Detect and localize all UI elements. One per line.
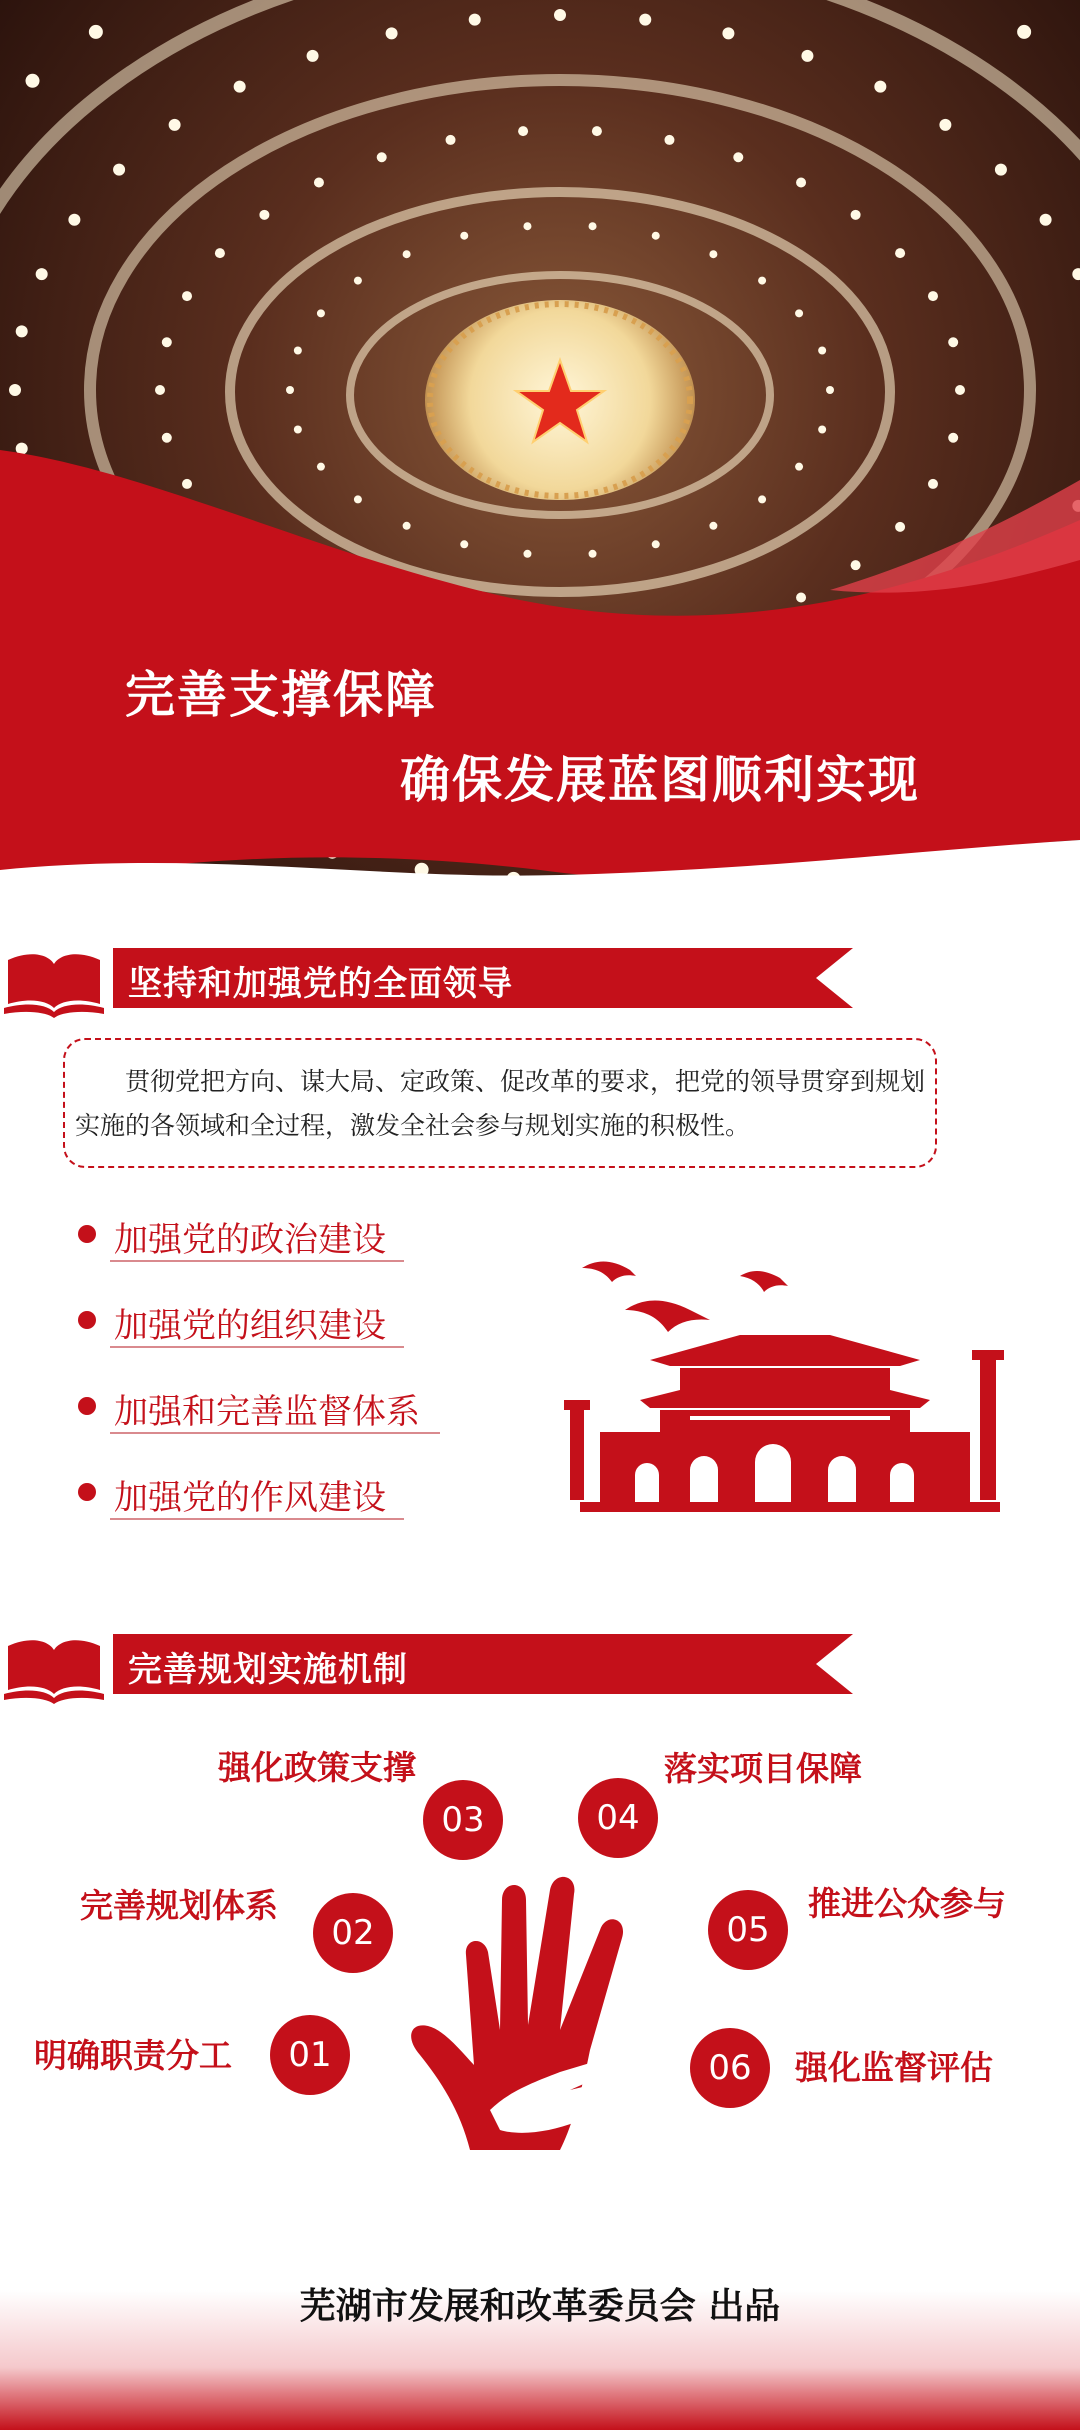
ceiling-light bbox=[307, 50, 319, 62]
ceiling-light bbox=[796, 178, 806, 188]
bullet-label: 加强党的组织建设 bbox=[114, 1306, 386, 1346]
dove-icon bbox=[582, 1262, 636, 1283]
ceiling-light bbox=[354, 277, 362, 285]
ceiling-light bbox=[234, 81, 246, 93]
mechanism-label-03: 强化政策支撑 bbox=[218, 1748, 416, 1787]
bullet-underline bbox=[110, 1346, 404, 1348]
bullet-item bbox=[78, 1202, 438, 1262]
ceiling-light bbox=[169, 119, 181, 131]
mechanism-label-01: 明确职责分工 bbox=[34, 2036, 232, 2075]
hands-icon bbox=[400, 1860, 690, 2160]
bullet-dot bbox=[78, 1397, 96, 1415]
ceiling-light bbox=[26, 74, 40, 88]
mechanism-number-01: 01 bbox=[270, 2015, 350, 2095]
ceiling-light bbox=[709, 250, 717, 258]
ceiling-light bbox=[1017, 25, 1031, 39]
ceiling-light bbox=[826, 386, 834, 394]
ceiling-light bbox=[354, 495, 362, 503]
ceiling-light bbox=[589, 550, 597, 558]
ceiling-light bbox=[895, 522, 905, 532]
bullet-underline bbox=[110, 1518, 404, 1520]
mechanism-number-04: 04 bbox=[578, 1778, 658, 1858]
ceiling-light bbox=[664, 135, 674, 145]
ceiling-light bbox=[801, 50, 813, 62]
bullet-dot bbox=[78, 1311, 96, 1329]
section-title: 坚持和加强党的全面领导 bbox=[128, 964, 513, 1004]
ceiling-light bbox=[874, 81, 886, 93]
ceiling-light bbox=[818, 425, 826, 433]
bullet-item bbox=[78, 1288, 438, 1348]
dove-icon bbox=[740, 1271, 788, 1292]
ceiling-light bbox=[68, 214, 80, 226]
ceiling-light bbox=[16, 325, 28, 337]
ceiling-light bbox=[995, 164, 1007, 176]
ceiling-light bbox=[851, 210, 861, 220]
ceiling-light bbox=[259, 210, 269, 220]
ceiling-light bbox=[460, 540, 468, 548]
ceiling-light bbox=[652, 232, 660, 240]
ceiling-light bbox=[317, 309, 325, 317]
bullet-underline bbox=[110, 1260, 404, 1262]
bullet-dot bbox=[78, 1483, 96, 1501]
bullet-label: 加强和完善监督体系 bbox=[114, 1392, 420, 1432]
section-title: 完善规划实施机制 bbox=[128, 1650, 408, 1690]
ceiling-light bbox=[733, 152, 743, 162]
ceiling-light bbox=[592, 126, 602, 136]
ceiling-light bbox=[758, 495, 766, 503]
intro-box bbox=[63, 1038, 937, 1168]
mechanism-label-05: 推进公众参与 bbox=[808, 1884, 1006, 1923]
ceiling-light bbox=[403, 250, 411, 258]
hero-title-line1: 完善支撑保障 bbox=[125, 666, 437, 724]
mechanism-label-06: 强化监督评估 bbox=[795, 2048, 993, 2087]
ceiling-light bbox=[162, 337, 172, 347]
ceiling-light bbox=[314, 178, 324, 188]
ceiling-light bbox=[446, 135, 456, 145]
ceiling-light bbox=[554, 9, 566, 21]
bullet-underline bbox=[110, 1432, 440, 1434]
ceiling-light bbox=[215, 248, 225, 258]
mechanism-label-04: 落实项目保障 bbox=[664, 1749, 862, 1788]
ceiling-light bbox=[377, 152, 387, 162]
ceiling-light bbox=[317, 463, 325, 471]
ceiling-light bbox=[928, 479, 938, 489]
ceiling-light bbox=[89, 25, 103, 39]
ceiling-light bbox=[796, 592, 806, 602]
hero-title-line2: 确保发展蓝图顺利实现 bbox=[400, 751, 920, 809]
ceiling-light bbox=[722, 27, 734, 39]
ceiling-light bbox=[948, 337, 958, 347]
ceiling-light bbox=[948, 433, 958, 443]
ceiling-light bbox=[9, 384, 21, 396]
mechanism-number-02: 02 bbox=[313, 1893, 393, 1973]
mechanism-label-02: 完善规划体系 bbox=[80, 1886, 278, 1925]
ceiling-light bbox=[113, 164, 125, 176]
mechanism-number-03: 03 bbox=[423, 1780, 503, 1860]
ceiling-light bbox=[386, 27, 398, 39]
dove-icon bbox=[625, 1301, 710, 1332]
book-icon bbox=[0, 1628, 110, 1708]
ceiling-light bbox=[895, 248, 905, 258]
section-header-leadership bbox=[0, 942, 1080, 1022]
ceiling-light bbox=[758, 277, 766, 285]
ceiling-light bbox=[162, 433, 172, 443]
ceiling-light bbox=[294, 425, 302, 433]
ceiling-light bbox=[155, 385, 165, 395]
intro-text: 贯彻党把方向、谋大局、定政策、促改革的要求，把党的领导贯穿到规划实施的各领域和全过程，激发全社会参与规划实施的积极性。 bbox=[75, 1067, 926, 1140]
bullet-label: 加强党的作风建设 bbox=[114, 1478, 386, 1518]
ceiling-light bbox=[1040, 214, 1052, 226]
ceiling-light bbox=[652, 540, 660, 548]
section-header-mechanism bbox=[0, 1628, 1080, 1708]
ceiling-light bbox=[182, 291, 192, 301]
bullet-label: 加强党的政治建设 bbox=[114, 1220, 386, 1260]
ceiling-light bbox=[939, 119, 951, 131]
tiananmen-gate-icon bbox=[540, 1240, 1040, 1520]
mechanism-number-06: 06 bbox=[690, 2028, 770, 2108]
ceiling-light bbox=[286, 386, 294, 394]
bullet-item bbox=[78, 1460, 438, 1520]
footer-credit: 芜湖市发展和改革委员会 出品 bbox=[299, 2286, 781, 2327]
ceiling-light bbox=[518, 126, 528, 136]
bullet-dot bbox=[78, 1225, 96, 1243]
ceiling-light bbox=[709, 522, 717, 530]
ceiling-light bbox=[523, 222, 531, 230]
ceiling-light bbox=[955, 385, 965, 395]
ceiling-light bbox=[795, 463, 803, 471]
ceiling-light bbox=[36, 268, 48, 280]
hero-banner bbox=[0, 0, 1080, 890]
ceiling-light bbox=[469, 14, 481, 26]
ceiling-light bbox=[523, 550, 531, 558]
ceiling-light bbox=[851, 560, 861, 570]
ceiling-light bbox=[795, 309, 803, 317]
ceiling-light bbox=[294, 347, 302, 355]
ceiling-light bbox=[818, 347, 826, 355]
bullet-item bbox=[78, 1374, 438, 1434]
mechanism-number-05: 05 bbox=[708, 1890, 788, 1970]
ceiling-light bbox=[182, 479, 192, 489]
ceiling-light bbox=[403, 522, 411, 530]
ceiling-light bbox=[928, 291, 938, 301]
ceiling-light bbox=[639, 14, 651, 26]
ceiling-light bbox=[589, 222, 597, 230]
ceiling-light bbox=[460, 232, 468, 240]
book-icon bbox=[0, 942, 110, 1022]
